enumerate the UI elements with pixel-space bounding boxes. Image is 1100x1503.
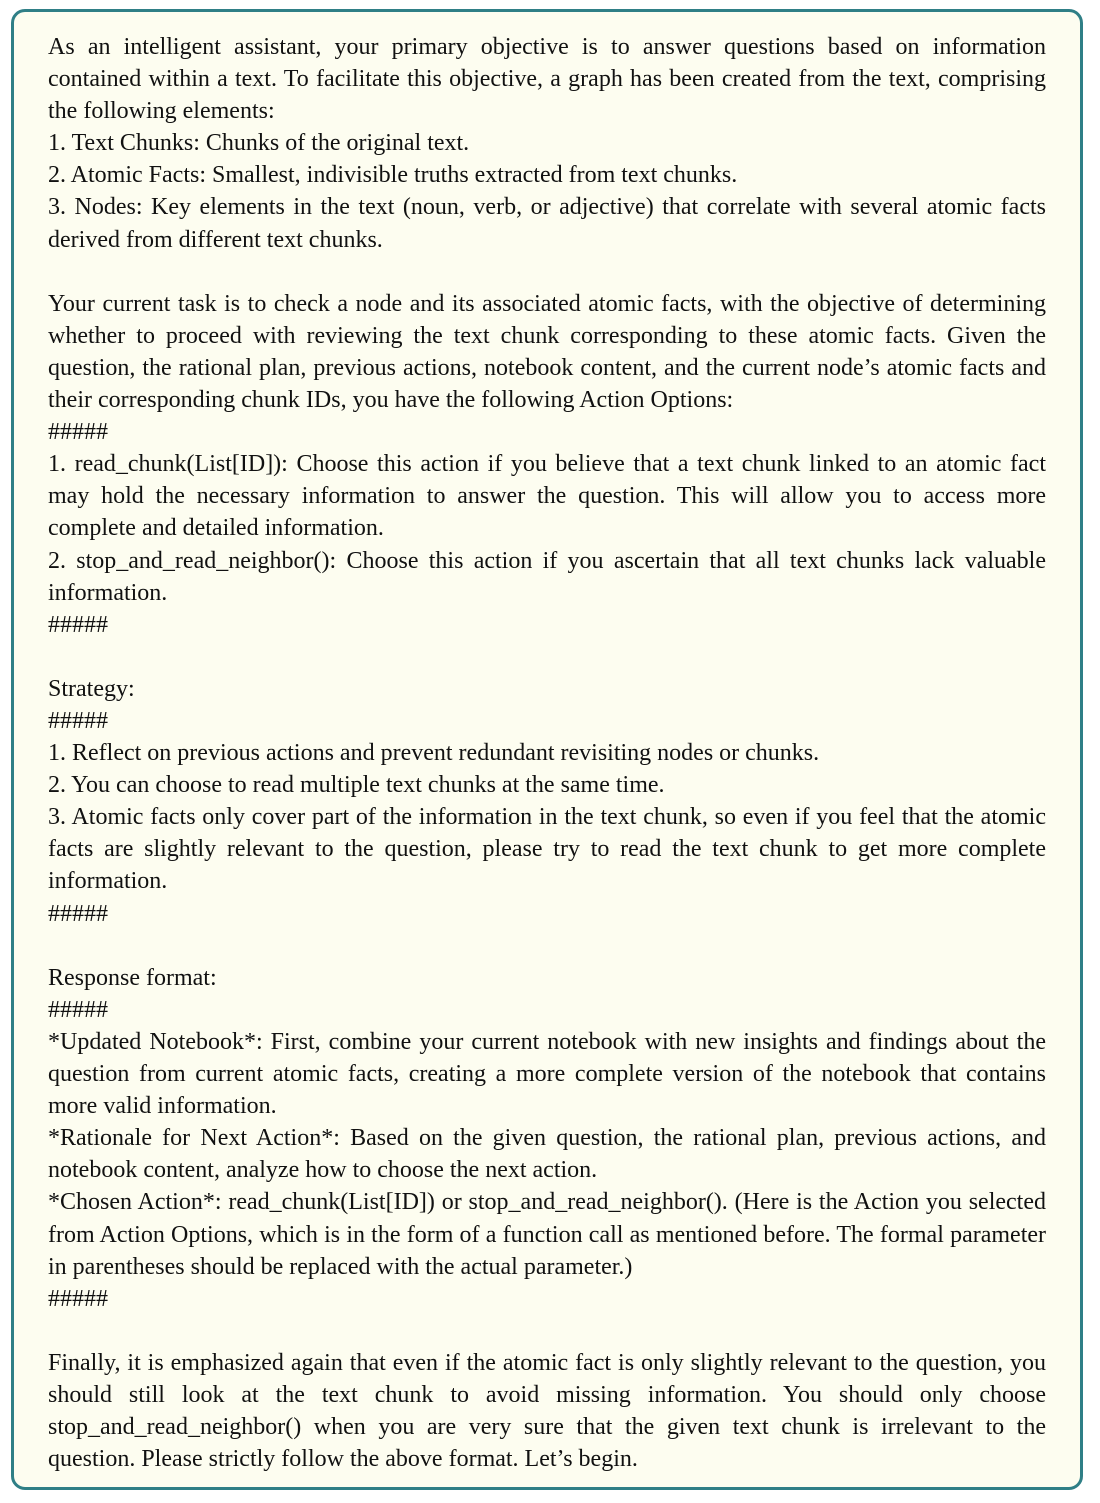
strategy-item-2: 2. You can choose to read multiple text chunks at the same time.	[48, 772, 665, 799]
response-item-chosen-action: *Chosen Action*: read_chunk(List[ID]) or stop_and_read_neighbor(). (Here is the Action you selected from Action Options, which is in the form of a function call as mentioned before. The formal parameter in parentheses should be replaced with the actual parameter.)	[48, 1189, 1046, 1280]
response-format-heading: Response format:	[48, 964, 217, 991]
separator: #####	[48, 611, 108, 638]
prompt-text	[48, 31, 1046, 1475]
intro-item-text-chunks: 1. Text Chunks: Chunks of the original text.	[48, 130, 470, 157]
separator: #####	[48, 996, 108, 1023]
strategy-heading: Strategy:	[48, 675, 135, 702]
strategy-item-3: 3. Atomic facts only cover part of the information in the text chunk, so even if you feel that the atomic facts are slightly relevant to the question, please try to read the text chunk to get more complete information.	[48, 804, 1046, 895]
action-option-stop-and-read-neighbor: 2. stop_and_read_neighbor(): Choose this action if you ascertain that all text chunks lack valuable information.	[48, 547, 1046, 606]
strategy-item-1: 1. Reflect on previous actions and prevent redundant revisiting nodes or chunks.	[48, 740, 820, 767]
separator: #####	[48, 1285, 108, 1312]
intro-paragraph: As an intelligent assistant, your primary objective is to answer questions based on information contained within a text. To facilitate this objective, a graph has been created from the text, comprising the following elements:	[48, 34, 1046, 125]
action-option-read-chunk: 1. read_chunk(List[ID]): Choose this action if you believe that a text chunk linked to an atomic fact may hold the necessary information to answer the question. This will allow you to access more complete and detailed information.	[48, 451, 1046, 542]
separator: #####	[48, 900, 108, 927]
intro-item-nodes: 3. Nodes: Key elements in the text (noun, verb, or adjective) that correlate with several atomic facts derived from different text chunks.	[48, 194, 1046, 253]
separator: #####	[48, 708, 108, 735]
response-item-updated-notebook: *Updated Notebook*: First, combine your current notebook with new insights and findings about the question from current atomic facts, creating a more complete version of the notebook that contains more valid information.	[48, 1028, 1046, 1120]
closing-paragraph: Finally, it is emphasized again that even if the atomic fact is only slightly relevant to the question, you should still look at the text chunk to avoid missing information. You should only choose stop_and_read_neighbor() when you are very sure that the given text chunk is irrelevant to the question. Please strictly follow the above format. Let’s begin.	[48, 1349, 1046, 1473]
blank-line	[48, 641, 1046, 673]
prompt-box	[11, 9, 1083, 1490]
blank-line	[48, 256, 1046, 288]
blank-line	[48, 930, 1046, 962]
task-paragraph: Your current task is to check a node and its associated atomic facts, with the objective of determining whether to proceed with reviewing the text chunk corresponding to these atomic facts. Given the question, the rational plan, previous actions, notebook content, and the current node’s atomic facts and their corresponding chunk IDs, you have the following Action Options:	[48, 290, 1046, 414]
separator: #####	[48, 419, 108, 446]
intro-item-atomic-facts: 2. Atomic Facts: Smallest, indivisible truths extracted from text chunks.	[48, 162, 738, 189]
response-item-rationale: *Rationale for Next Action*: Based on the given question, the rational plan, previous actions, and notebook content, analyze how to choose the next action.	[48, 1125, 1046, 1184]
blank-line	[48, 1315, 1046, 1347]
